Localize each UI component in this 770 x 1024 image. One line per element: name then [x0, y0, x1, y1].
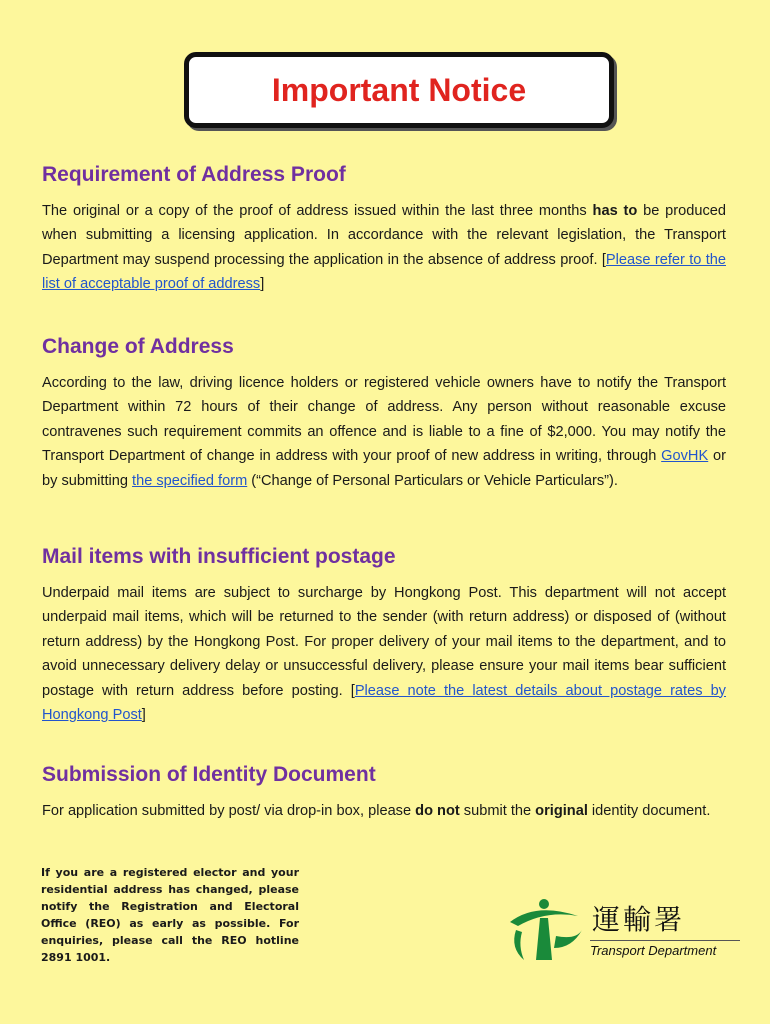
govhk-link[interactable]: GovHK: [661, 448, 709, 465]
text-run: For application submitted by post/ via drop-in box, please: [42, 803, 416, 819]
section-paragraph: [42, 371, 726, 493]
text-run: According to the law, driving licence holders or registered vehicle owners have to notify the Transport Department within 72 hours of their change of address. Any person without reasonable excuse contravenes such requirement commits an offence and is liable to a fine of $2,000. You may notify the Transport Department of change in address with your proof of new address in writing, through: [42, 375, 726, 465]
proof-of-address-link[interactable]: Please refer to the list of acceptable proof of address: [42, 251, 726, 293]
section-paragraph: [42, 199, 726, 297]
logo-english-text: Transport Department: [590, 940, 740, 958]
bold-text: do not: [415, 803, 460, 819]
section-heading: Requirement of Address Proof: [42, 163, 346, 186]
text-run: or by submitting: [42, 448, 727, 489]
logo-chinese-text: 運輸署: [592, 903, 686, 936]
section-identity: [42, 763, 726, 823]
section-heading: Submission of Identity Document: [42, 763, 376, 786]
section-postage: [42, 545, 726, 727]
page-title: Important Notice: [271, 71, 527, 108]
specified-form-link[interactable]: the specified form: [132, 472, 248, 489]
title-box: [184, 52, 614, 128]
bold-text: has to: [592, 203, 638, 219]
reo-footnote: If you are a registered elector and your residential address has changed, please notify the Registration and Electoral Office (REO) as early as possible. For enquiries, please call the REO hotline 2891 1001.: [41, 866, 299, 964]
postage-rates-link[interactable]: Please note the latest details about postage rates by Hongkong Post: [42, 682, 726, 724]
text-run: The original or a copy of the proof of address issued within the last three months: [42, 203, 593, 219]
transport-department-logo: [506, 896, 742, 964]
transport-department-logo-icon: [506, 896, 586, 962]
section-heading: Change of Address: [42, 335, 234, 358]
text-run: ]: [141, 707, 146, 724]
section-paragraph: [42, 799, 726, 823]
section-paragraph: [42, 581, 726, 727]
text-run: (“Change of Personal Particulars or Vehicle Particulars”).: [247, 472, 618, 489]
text-run: ]: [260, 276, 265, 293]
section-heading: Mail items with insufficient postage: [42, 545, 396, 568]
text-run: identity document.: [587, 803, 711, 819]
section-address-proof: [42, 163, 726, 297]
text-run: Underpaid mail items are subject to surcharge by Hongkong Post. This department will not accept underpaid mail items, which will be returned to the sender (with return address) or disposed of (without return address) by the Hongkong Post. For proper delivery of your mail items to the department, and to avoid unnecessary delivery delay or unsuccessful delivery, please ensure your mail items bear sufficient postage with return address before posting. [: [42, 585, 726, 699]
section-change-address: [42, 335, 726, 493]
text-run: be produced when submitting a licensing application. In accordance with the relevant legislation, the Transport Department may suspend processing the application in the absence of address proof. [: [42, 203, 726, 268]
bold-text: original: [535, 803, 588, 819]
text-run: submit the: [459, 803, 536, 819]
